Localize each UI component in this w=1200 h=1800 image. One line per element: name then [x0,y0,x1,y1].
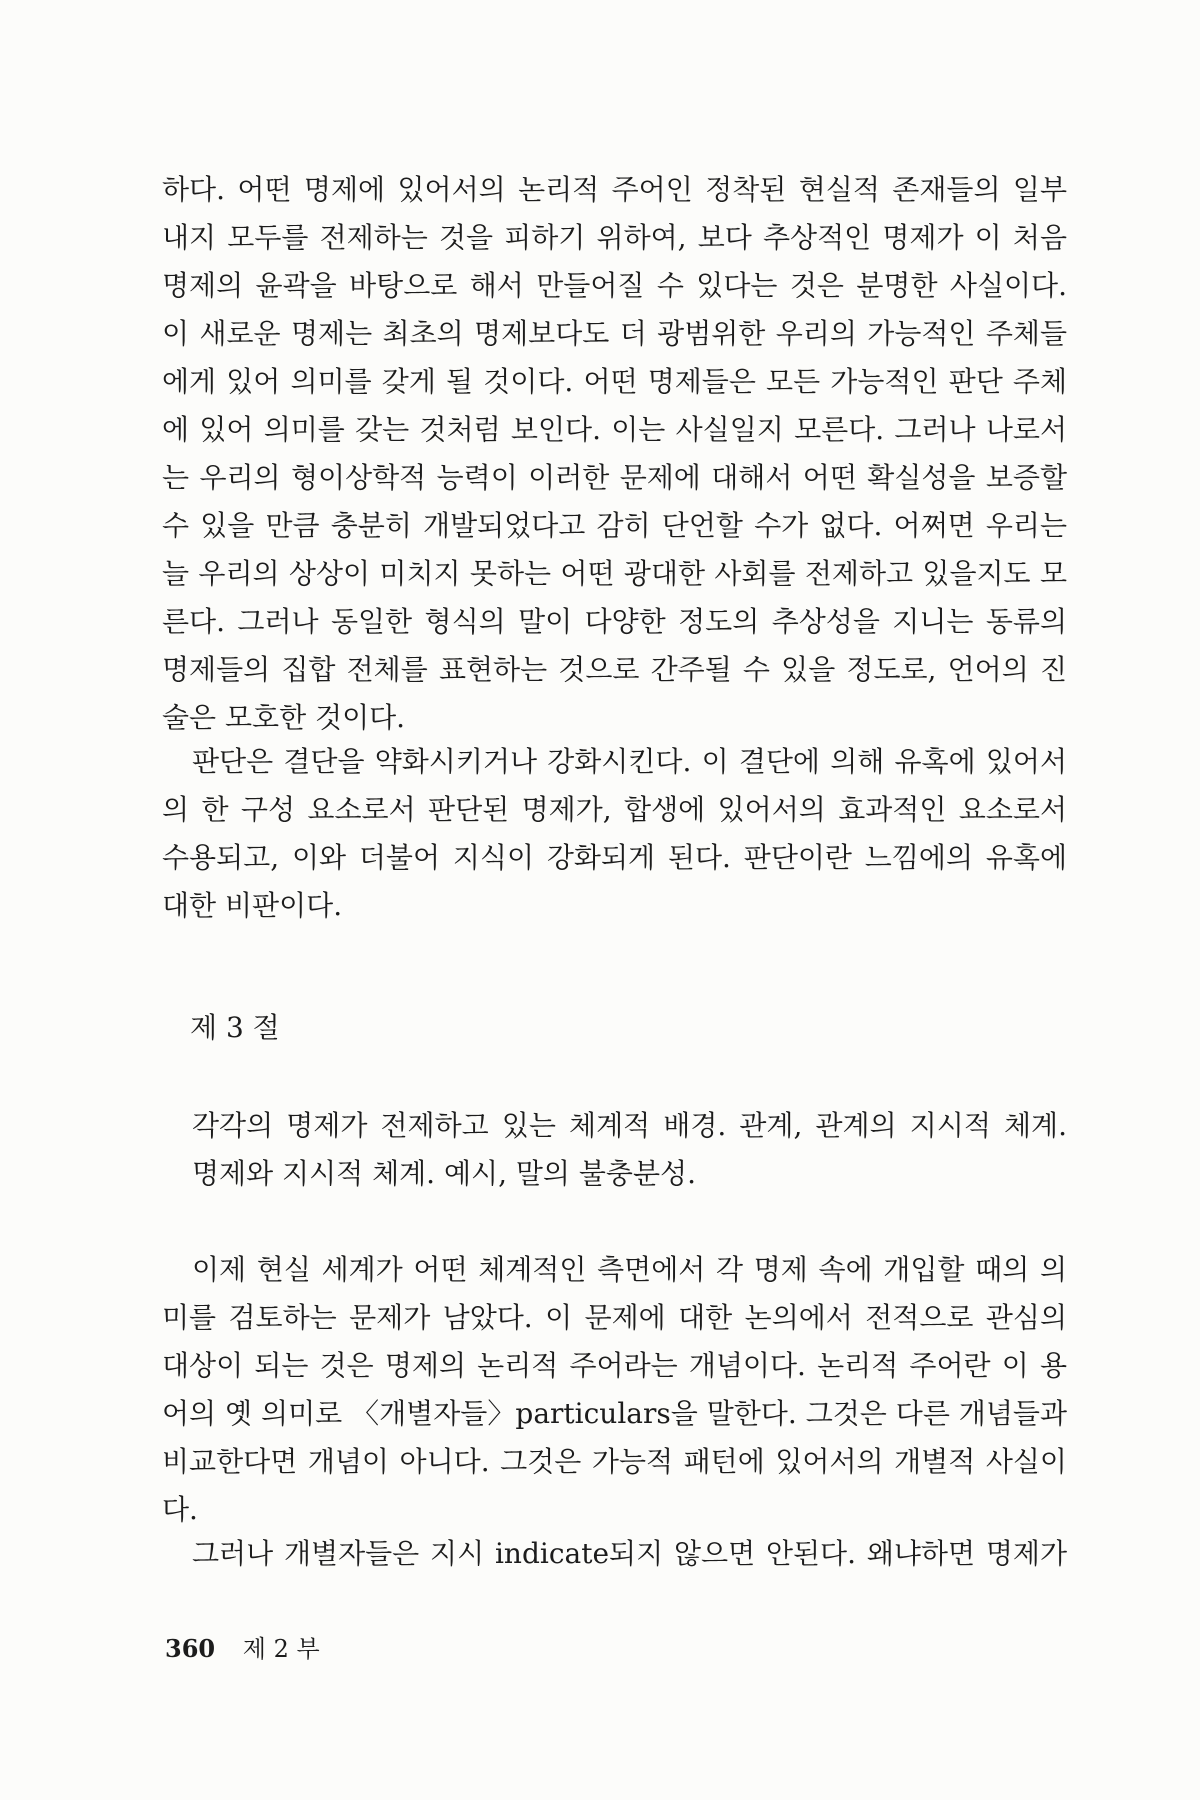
text-line: 른다. 그러나 동일한 형식의 말이 다양한 정도의 추상성을 지니는 동류의 [162,605,1067,638]
text-line: 다. [162,1493,198,1526]
paragraph-4 [162,1530,1067,1578]
section-heading: 제 3 절 [190,1011,280,1044]
text-line: 이 새로운 명제는 최초의 명제보다도 더 광범위한 우리의 가능적인 주체들 [162,317,1067,350]
text-line: 미를 검토하는 문제가 남았다. 이 문제에 대한 논의에서 전적으로 관심의 [162,1301,1067,1334]
text-line: 판단은 결단을 약화시키거나 강화시킨다. 이 결단에 의해 유혹에 있어서 [192,745,1067,778]
text-line: 어의 옛 의미로 〈개별자들〉particulars을 말한다. 그것은 다른 개념들과 [162,1397,1067,1430]
text-line: 각각의 명제가 전제하고 있는 체계적 배경. 관계, 관계의 지시적 체계. [192,1109,1067,1142]
text-line: 명제의 윤곽을 바탕으로 해서 만들어질 수 있다는 것은 분명한 사실이다. [162,269,1067,302]
text-line: 에게 있어 의미를 갖게 될 것이다. 어떤 명제들은 모든 가능적인 판단 주체 [162,365,1067,398]
text-line: 수용되고, 이와 더불어 지식이 강화되게 된다. 판단이란 느낌에의 유혹에 [162,841,1067,874]
text-line: 늘 우리의 상상이 미치지 못하는 어떤 광대한 사회를 전제하고 있을지도 모 [162,557,1067,590]
text-line: 명제와 지시적 체계. 예시, 말의 불충분성. [192,1157,696,1190]
paragraph-1 [162,166,1067,742]
page-number: 360 [165,1634,216,1663]
page-footer [165,1634,320,1664]
text-line: 의 한 구성 요소로서 판단된 명제가, 합생에 있어서의 효과적인 요소로서 [162,793,1067,826]
text-line: 내지 모두를 전제하는 것을 피하기 위하여, 보다 추상적인 명제가 이 처음 [162,221,1067,254]
text-line: 명제들의 집합 전체를 표현하는 것으로 간주될 수 있을 정도로, 언어의 진 [162,653,1067,686]
part-label: 제 2 부 [242,1635,320,1663]
text-line: 그러나 개별자들은 지시 indicate되지 않으면 안된다. 왜냐하면 명제가 [192,1537,1067,1570]
text-line: 이제 현실 세계가 어떤 체계적인 측면에서 각 명제 속에 개입할 때의 의 [192,1253,1067,1286]
text-line: 에 있어 의미를 갖는 것처럼 보인다. 이는 사실일지 모른다. 그러나 나로서 [162,413,1067,446]
text-line: 대상이 되는 것은 명제의 논리적 주어라는 개념이다. 논리적 주어란 이 용 [162,1349,1067,1382]
text-line: 비교한다면 개념이 아니다. 그것은 가능적 패턴에 있어서의 개별적 사실이 [162,1445,1067,1478]
text-line: 대한 비판이다. [162,889,343,922]
text-line: 술은 모호한 것이다. [162,701,406,734]
paragraph-2 [162,738,1067,930]
paragraph-3 [162,1246,1067,1534]
text-line: 하다. 어떤 명제에 있어서의 논리적 주어인 정착된 현실적 존재들의 일부 [162,173,1067,206]
section-summary [162,1102,1067,1198]
text-line: 는 우리의 형이상학적 능력이 이러한 문제에 대해서 어떤 확실성을 보증할 [162,461,1067,494]
text-line: 수 있을 만큼 충분히 개발되었다고 감히 단언할 수가 없다. 어쩌면 우리는 [162,509,1067,542]
